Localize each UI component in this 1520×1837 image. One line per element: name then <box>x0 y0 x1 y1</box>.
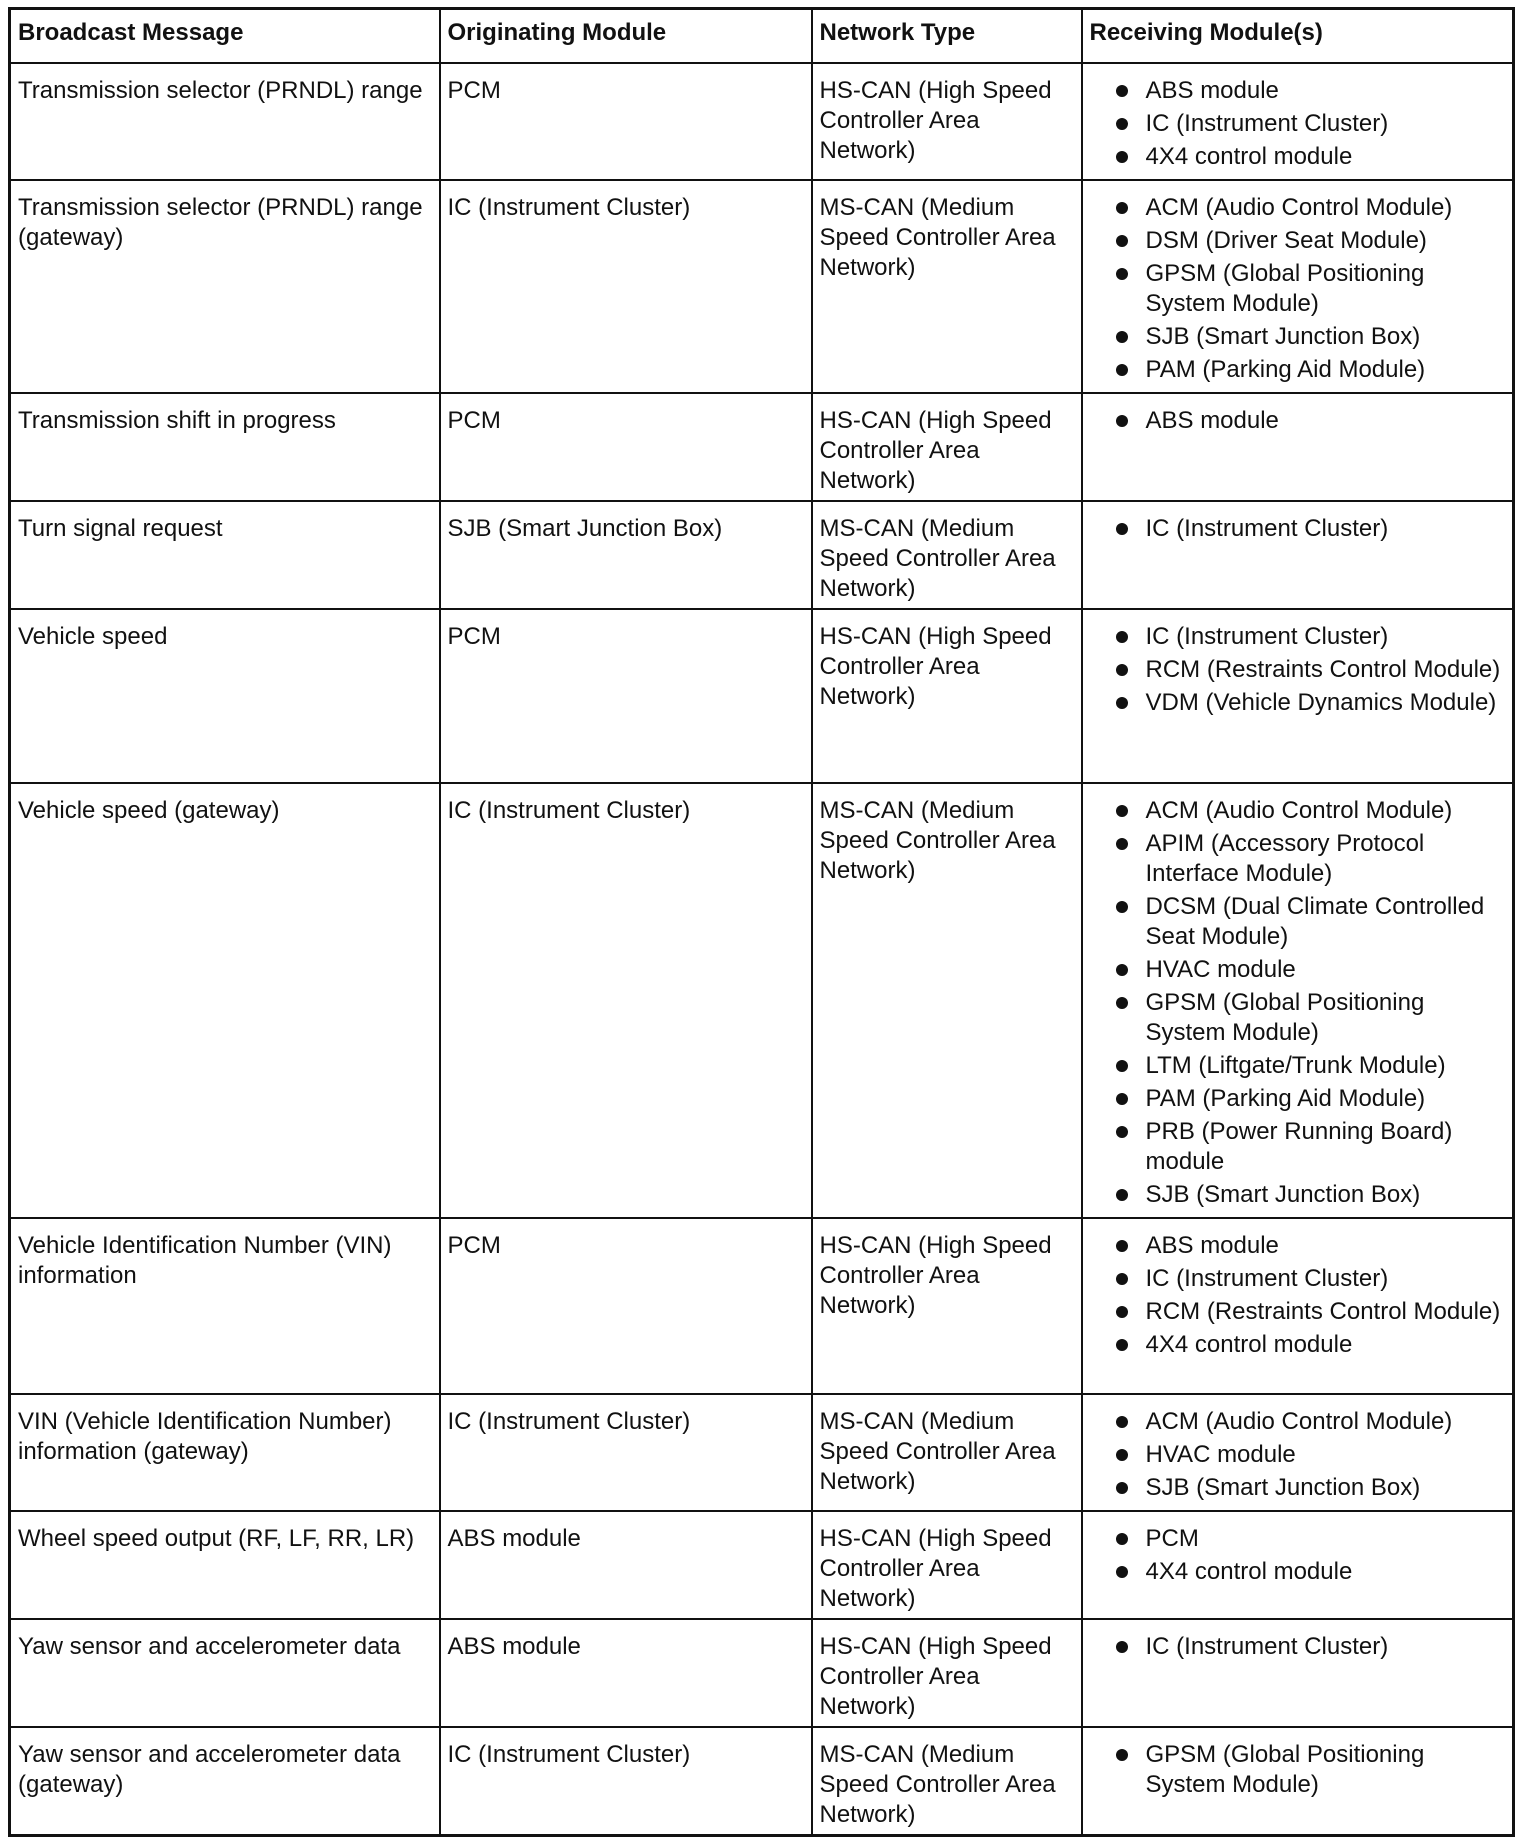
receiving-module-label: HVAC module <box>1145 956 1296 983</box>
header-network-type: Network Type <box>812 9 1082 64</box>
bullet-icon <box>1116 1449 1128 1461</box>
bullet-icon <box>1116 415 1128 427</box>
bullet-icon <box>1116 1240 1128 1252</box>
originating-module-cell: IC (Instrument Cluster) <box>440 783 812 1218</box>
bullet-icon <box>1116 523 1128 535</box>
receiving-module-item <box>1090 1557 1506 1587</box>
broadcast-message-cell: Yaw sensor and accelerometer data <box>10 1619 440 1727</box>
receiving-module-label: SJB (Smart Junction Box) <box>1145 323 1421 350</box>
header-originating-module: Originating Module <box>440 9 812 64</box>
originating-module-cell: ABS module <box>440 1511 812 1619</box>
receiving-module-item <box>1090 514 1506 544</box>
broadcast-message-table-container <box>8 7 1512 1828</box>
receiving-module-item <box>1090 1440 1506 1470</box>
table-row <box>10 393 1514 501</box>
receiving-module-label: DSM (Driver Seat Module) <box>1145 227 1427 254</box>
receiving-module-item <box>1090 322 1506 352</box>
receiving-module-label: IC (Instrument Cluster) <box>1145 1633 1389 1660</box>
receiving-modules-cell <box>1082 1218 1514 1394</box>
bullet-icon <box>1116 901 1128 913</box>
receiving-modules-cell <box>1082 1619 1514 1727</box>
receiving-module-item <box>1090 1740 1506 1800</box>
bullet-icon <box>1116 1339 1128 1351</box>
receiving-module-item <box>1090 1297 1506 1327</box>
bullet-icon <box>1116 1189 1128 1201</box>
bullet-icon <box>1116 364 1128 376</box>
bullet-icon <box>1116 838 1128 850</box>
network-type-cell: HS-CAN (High Speed Controller Area Network) <box>812 393 1082 501</box>
table-row <box>10 180 1514 393</box>
receiving-module-item <box>1090 1084 1506 1114</box>
receiving-modules-cell <box>1082 1394 1514 1511</box>
receiving-module-item <box>1090 142 1506 172</box>
receiving-module-label: PAM (Parking Aid Module) <box>1145 356 1426 383</box>
receiving-module-item <box>1090 109 1506 139</box>
broadcast-message-cell: Vehicle speed (gateway) <box>10 783 440 1218</box>
header-broadcast-message: Broadcast Message <box>10 9 440 64</box>
receiving-module-label: RCM (Restraints Control Module) <box>1145 1298 1501 1325</box>
table-row <box>10 1394 1514 1511</box>
receiving-modules-list <box>1090 1632 1506 1662</box>
originating-module-cell: SJB (Smart Junction Box) <box>440 501 812 609</box>
table-row <box>10 783 1514 1218</box>
bullet-icon <box>1116 1641 1128 1653</box>
bullet-icon <box>1116 1273 1128 1285</box>
receiving-modules-list <box>1090 76 1506 172</box>
receiving-module-label: IC (Instrument Cluster) <box>1145 1265 1389 1292</box>
receiving-modules-list <box>1090 514 1506 544</box>
broadcast-message-table <box>8 7 1515 1837</box>
receiving-module-item <box>1090 1524 1506 1554</box>
network-type-cell: MS-CAN (Medium Speed Controller Area Network) <box>812 501 1082 609</box>
bullet-icon <box>1116 151 1128 163</box>
header-receiving-modules: Receiving Module(s) <box>1082 9 1514 64</box>
broadcast-message-cell: Vehicle Identification Number (VIN) information <box>10 1218 440 1394</box>
receiving-modules-list <box>1090 1407 1506 1503</box>
receiving-modules-cell <box>1082 783 1514 1218</box>
receiving-module-label: DCSM (Dual Climate Controlled Seat Module) <box>1145 893 1485 950</box>
bullet-icon <box>1116 697 1128 709</box>
network-type-cell: HS-CAN (High Speed Controller Area Network) <box>812 1511 1082 1619</box>
bullet-icon <box>1116 631 1128 643</box>
originating-module-cell: PCM <box>440 63 812 180</box>
bullet-icon <box>1116 1093 1128 1105</box>
receiving-module-item <box>1090 1264 1506 1294</box>
bullet-icon <box>1116 1126 1128 1138</box>
receiving-module-item <box>1090 1117 1506 1177</box>
bullet-icon <box>1116 1306 1128 1318</box>
receiving-modules-cell <box>1082 609 1514 783</box>
receiving-module-item <box>1090 988 1506 1048</box>
receiving-module-label: GPSM (Global Positioning System Module) <box>1145 260 1425 317</box>
bullet-icon <box>1116 118 1128 130</box>
receiving-module-item <box>1090 655 1506 685</box>
originating-module-cell: ABS module <box>440 1619 812 1727</box>
receiving-module-label: IC (Instrument Cluster) <box>1145 623 1389 650</box>
bullet-icon <box>1116 331 1128 343</box>
receiving-modules-list <box>1090 796 1506 1210</box>
receiving-modules-cell <box>1082 1727 1514 1836</box>
bullet-icon <box>1116 268 1128 280</box>
bullet-icon <box>1116 997 1128 1009</box>
receiving-module-label: PCM <box>1145 1525 1199 1552</box>
receiving-module-label: 4X4 control module <box>1145 143 1353 170</box>
receiving-modules-cell <box>1082 63 1514 180</box>
receiving-modules-cell <box>1082 1511 1514 1619</box>
receiving-module-label: 4X4 control module <box>1145 1558 1353 1585</box>
network-type-cell: MS-CAN (Medium Speed Controller Area Network) <box>812 783 1082 1218</box>
bullet-icon <box>1116 1060 1128 1072</box>
receiving-module-label: RCM (Restraints Control Module) <box>1145 656 1501 683</box>
table-row <box>10 501 1514 609</box>
originating-module-cell: IC (Instrument Cluster) <box>440 1394 812 1511</box>
originating-module-cell: PCM <box>440 1218 812 1394</box>
bullet-icon <box>1116 202 1128 214</box>
receiving-module-item <box>1090 1473 1506 1503</box>
network-type-cell: MS-CAN (Medium Speed Controller Area Network) <box>812 1727 1082 1836</box>
bullet-icon <box>1116 964 1128 976</box>
receiving-module-label: HVAC module <box>1145 1441 1296 1468</box>
broadcast-message-cell: Transmission shift in progress <box>10 393 440 501</box>
table-row <box>10 1727 1514 1836</box>
receiving-module-label: IC (Instrument Cluster) <box>1145 515 1389 542</box>
network-type-cell: HS-CAN (High Speed Controller Area Network) <box>812 1218 1082 1394</box>
broadcast-message-cell: Yaw sensor and accelerometer data (gateway) <box>10 1727 440 1836</box>
receiving-module-label: SJB (Smart Junction Box) <box>1145 1181 1421 1208</box>
table-row <box>10 1619 1514 1727</box>
receiving-module-item <box>1090 1180 1506 1210</box>
receiving-module-item <box>1090 955 1506 985</box>
originating-module-cell: IC (Instrument Cluster) <box>440 180 812 393</box>
receiving-module-label: ABS module <box>1145 407 1279 434</box>
table-row <box>10 609 1514 783</box>
receiving-modules-list <box>1090 622 1506 718</box>
receiving-module-item <box>1090 688 1506 718</box>
network-type-cell: HS-CAN (High Speed Controller Area Network) <box>812 609 1082 783</box>
receiving-module-label: 4X4 control module <box>1145 1331 1353 1358</box>
receiving-module-item <box>1090 829 1506 889</box>
receiving-module-item <box>1090 1330 1506 1360</box>
receiving-module-label: ABS module <box>1145 77 1279 104</box>
bullet-icon <box>1116 1533 1128 1545</box>
receiving-module-item <box>1090 1051 1506 1081</box>
receiving-module-label: VDM (Vehicle Dynamics Module) <box>1145 689 1497 716</box>
bullet-icon <box>1116 1416 1128 1428</box>
receiving-module-label: ACM (Audio Control Module) <box>1145 194 1453 221</box>
receiving-modules-list <box>1090 406 1506 436</box>
network-type-cell: MS-CAN (Medium Speed Controller Area Network) <box>812 180 1082 393</box>
originating-module-cell: IC (Instrument Cluster) <box>440 1727 812 1836</box>
receiving-module-label: ACM (Audio Control Module) <box>1145 797 1453 824</box>
bullet-icon <box>1116 1482 1128 1494</box>
table-row <box>10 63 1514 180</box>
network-type-cell: HS-CAN (High Speed Controller Area Network) <box>812 63 1082 180</box>
receiving-module-label: GPSM (Global Positioning System Module) <box>1145 1741 1425 1798</box>
receiving-module-label: SJB (Smart Junction Box) <box>1145 1474 1421 1501</box>
receiving-modules-list <box>1090 1231 1506 1360</box>
receiving-module-label: PRB (Power Running Board) module <box>1145 1118 1453 1175</box>
receiving-module-item <box>1090 622 1506 652</box>
bullet-icon <box>1116 1749 1128 1761</box>
broadcast-message-cell: Wheel speed output (RF, LF, RR, LR) <box>10 1511 440 1619</box>
receiving-module-item <box>1090 226 1506 256</box>
receiving-modules-cell <box>1082 180 1514 393</box>
receiving-module-label: PAM (Parking Aid Module) <box>1145 1085 1426 1112</box>
receiving-modules-list <box>1090 1524 1506 1587</box>
receiving-module-item <box>1090 892 1506 952</box>
receiving-module-item <box>1090 259 1506 319</box>
receiving-module-item <box>1090 1632 1506 1662</box>
network-type-cell: MS-CAN (Medium Speed Controller Area Network) <box>812 1394 1082 1511</box>
receiving-modules-list <box>1090 193 1506 385</box>
receiving-module-label: IC (Instrument Cluster) <box>1145 110 1389 137</box>
broadcast-message-cell: Vehicle speed <box>10 609 440 783</box>
table-row <box>10 1511 1514 1619</box>
receiving-module-label: APIM (Accessory Protocol Interface Module) <box>1145 830 1425 887</box>
receiving-module-item <box>1090 796 1506 826</box>
receiving-module-item <box>1090 1231 1506 1261</box>
bullet-icon <box>1116 85 1128 97</box>
bullet-icon <box>1116 1566 1128 1578</box>
broadcast-message-cell: Transmission selector (PRNDL) range <box>10 63 440 180</box>
table-row <box>10 1218 1514 1394</box>
broadcast-message-cell: VIN (Vehicle Identification Number) information (gateway) <box>10 1394 440 1511</box>
bullet-icon <box>1116 235 1128 247</box>
bullet-icon <box>1116 664 1128 676</box>
originating-module-cell: PCM <box>440 609 812 783</box>
receiving-module-item <box>1090 1407 1506 1437</box>
receiving-module-label: ABS module <box>1145 1232 1279 1259</box>
broadcast-message-cell: Turn signal request <box>10 501 440 609</box>
receiving-module-label: LTM (Liftgate/Trunk Module) <box>1145 1052 1446 1079</box>
receiving-modules-list <box>1090 1740 1506 1800</box>
broadcast-message-cell: Transmission selector (PRNDL) range (gateway) <box>10 180 440 393</box>
originating-module-cell: PCM <box>440 393 812 501</box>
bullet-icon <box>1116 805 1128 817</box>
header-row <box>10 9 1514 64</box>
receiving-module-item <box>1090 355 1506 385</box>
receiving-module-label: GPSM (Global Positioning System Module) <box>1145 989 1425 1046</box>
receiving-module-item <box>1090 76 1506 106</box>
receiving-modules-cell <box>1082 393 1514 501</box>
receiving-module-item <box>1090 193 1506 223</box>
table-body <box>10 63 1514 1836</box>
network-type-cell: HS-CAN (High Speed Controller Area Network) <box>812 1619 1082 1727</box>
receiving-modules-cell <box>1082 501 1514 609</box>
receiving-module-label: ACM (Audio Control Module) <box>1145 1408 1453 1435</box>
receiving-module-item <box>1090 406 1506 436</box>
